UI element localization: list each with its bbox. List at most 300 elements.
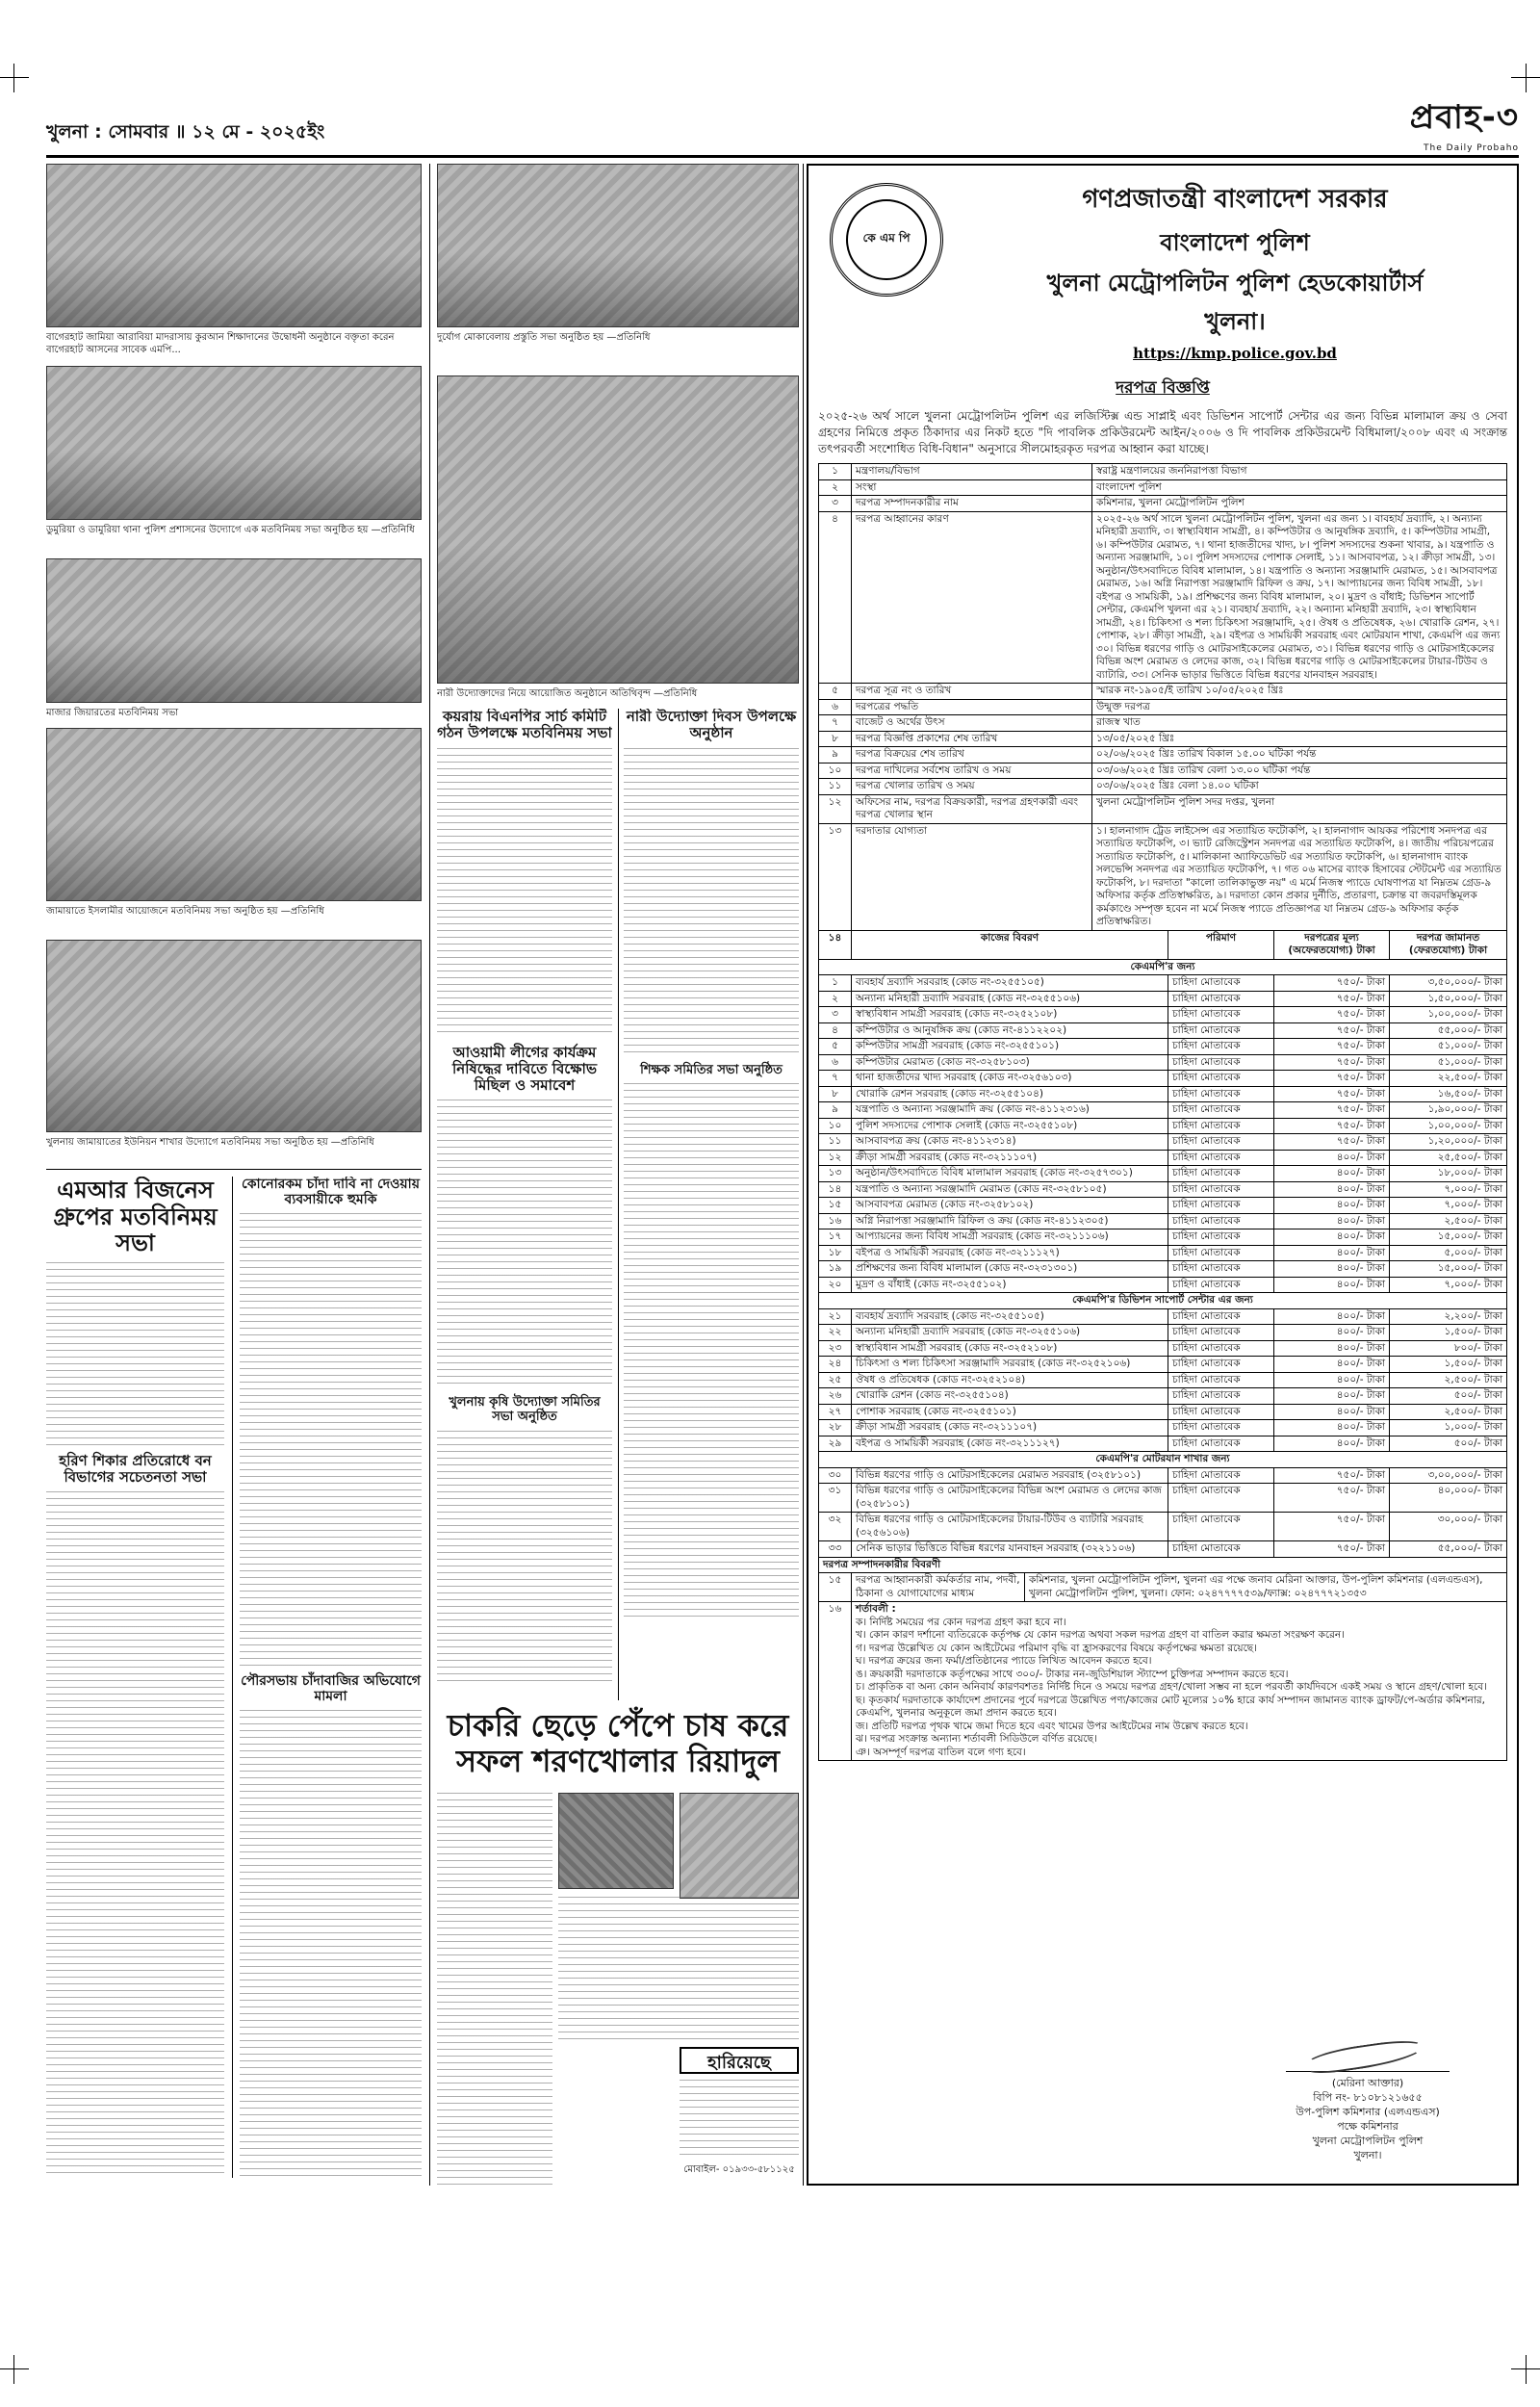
headline: শিক্ষক সমিতির সভা অনুষ্ঠিত <box>640 1062 783 1077</box>
item-row <box>819 1436 1507 1452</box>
item-price: ৭৫০/- টাকা <box>1274 975 1390 992</box>
item-description: বইপত্র ও সাময়িকী সরবরাহ (কোড নং-৩২১১১২৭) <box>852 1245 1168 1261</box>
photo-caption: ডুমুরিয়া ও ডামুরিয়া থানা পুলিশ প্রশাসনের উদ্যোগে এক মতবিনিময় সভা অনুষ্ঠিত হয় —প্রতিনিধি <box>46 525 415 535</box>
item-number: ৩৩ <box>819 1541 852 1558</box>
item-description: আপ্যায়নের জন্য বিবিধ সামগ্রী সরবরাহ (কোড নং-৩২১১১০৬) <box>852 1229 1168 1246</box>
item-row <box>819 1388 1507 1405</box>
news-photo <box>46 366 422 520</box>
item-number: ১১ <box>819 1134 852 1151</box>
item-description: অন্যান্য মনিহারী দ্রব্যাদি সরবরাহ (কোড নং-৩২৫৫১০৬) <box>852 991 1168 1007</box>
item-price: ৪০০/- টাকা <box>1274 1357 1390 1373</box>
notice-intro: ২০২৫-২৬ অর্থ সালে খুলনা মেট্রোপলিটন পুলিশ এর লজিস্টিক্স এন্ড সাপ্লাই এবং ডিভিশন সাপোর্ট সেন্টার এর জন্য বিভিন্ন মালামাল ক্রয় ও সেবা গ্রহণের নিমিত্তে প্রকৃত ঠিকাদার এর নিকট হতে "দি পাবলিক প্রকিউরমেন্ট আইন/২০০৬ ও দি পাবলিক প্রকিউরমেন্ট বিধিমালা/২০০৮ এবং এ সংক্রান্ত তৎপরবর্তী সংশোধিত বিধি-বিধান" অনুসারে সীলমোহরকৃত দরপত্র আহ্বান করা যাচ্ছে। <box>818 409 1507 455</box>
item-number: ২৪ <box>819 1357 852 1373</box>
item-description: কম্পিউটার সামগ্রী সরবরাহ (কোড নং-৩২৫৫১০১) <box>852 1039 1168 1055</box>
article-text <box>437 1431 612 1681</box>
info-label: সংস্থা <box>852 479 1092 496</box>
article-text <box>680 2080 799 2157</box>
info-number: ৬ <box>819 699 852 715</box>
article-text <box>240 1213 422 1666</box>
term-item: ছ। কৃতকার্য দরদাতাকে কার্যাদেশ প্রদানের পূর্বে দরপত্রে উল্লেখিত পণ্য/কাজের মোট মূল্যের ১০% হারে কার্য সম্পাদন জামানত ব্যাংক ড্রাফট/পে-অর্ডার কমিশনার, কেএমপি, খুলনার অনুকূলে জমা প্রদান করতে হবে। <box>856 1694 1485 1719</box>
info-label: মন্ত্রণালয়/বিভাগ <box>852 464 1092 480</box>
news-column <box>437 1793 552 2186</box>
item-quantity: চাহিদা মোতাবেক <box>1168 1513 1274 1541</box>
item-price: ৭৫০/- টাকা <box>1274 1118 1390 1134</box>
info-row <box>819 731 1507 747</box>
headline: কোনোরকম চাঁদা দাবি না দেওয়ায় ব্যবসায়ীকে হুমকি <box>242 1177 420 1208</box>
item-row <box>819 1007 1507 1023</box>
item-number: ২২ <box>819 1325 852 1341</box>
item-number: ৩১ <box>819 1484 852 1513</box>
papaya-photo <box>558 1793 674 1889</box>
item-security: ১,০০,০০০/- টাকা <box>1390 1007 1507 1023</box>
item-quantity: চাহিদা মোতাবেক <box>1168 1007 1274 1023</box>
official-value: কমিশনার, খুলনা মেট্রোপলিটন পুলিশ, খুলনা এর পক্ষে জনাব মেরিনা আক্তার, উপ-পুলিশ কমিশনার (এলএন্ডএস), খুলনা মেট্রোপলিটন পুলিশ, খুলনা। ফোন: ০২৪৭৭৭৭৫৩৯/ফ্যাক্স: ০২৪৭৭৭২১৩৫৩ <box>1025 1573 1507 1602</box>
section-row <box>819 1557 1507 1573</box>
notice-titles <box>962 173 1507 362</box>
notice-title: দরপত্র বিজ্ঞপ্তি <box>1116 378 1210 398</box>
item-description: বিভিন্ন ধরণের গাড়ি ও মোটরসাইকেলের মেরামত সরবরাহ (৩২৫৮১০১) <box>852 1467 1168 1484</box>
item-number: ৫ <box>819 1039 852 1055</box>
item-security: ৩,৫০,০০০/- টাকা <box>1390 975 1507 992</box>
item-description: স্বাস্থ্যবিধান সামগ্রী সরবরাহ (কোড নং-৩২৫২১০৮) <box>852 1340 1168 1357</box>
info-number: ৯ <box>819 747 852 764</box>
item-row <box>819 1118 1507 1134</box>
page-header <box>46 98 1519 158</box>
item-number: ১৪ <box>819 1181 852 1198</box>
item-description: প্রশিক্ষণের জন্য বিবিধ মালামাল (কোড নং-৩২৩১৩০১) <box>852 1261 1168 1278</box>
photo-caption: নারী উদ্যোক্তাদের নিয়ে আয়োজিত অনুষ্ঠানে অতিথিবৃন্দ —প্রতিনিধি <box>437 688 698 699</box>
item-quantity: চাহিদা মোতাবেক <box>1168 1325 1274 1341</box>
lost-notice-body <box>680 2080 799 2157</box>
info-row <box>819 715 1507 732</box>
item-description: যন্ত্রপাতি ও অন্যান্য সরঞ্জামাদি ক্রয় (কোড নং-৪১১২৩১৬) <box>852 1102 1168 1119</box>
item-quantity: চাহিদা মোতাবেক <box>1168 1277 1274 1293</box>
item-description: যন্ত্রপাতি ও অন্যান্য সরঞ্জামাদি মেরামত (কোড নং-৩২৫৮১০৫) <box>852 1181 1168 1198</box>
column-rule <box>429 164 430 2186</box>
item-description: ব্যবহার্য দ্রব্যাদি সরবরাহ (কোড নং-৩২৫৫১০৫) <box>852 1308 1168 1325</box>
item-number: ২৯ <box>819 1436 852 1452</box>
photo-caption: বাগেরহাট জামিয়া আরাবিয়া মাদরাসায় কুরআন শিক্ষাদানের উদ্বোধনী অনুষ্ঠানে বক্তৃতা করেন বাগেরহাট আসনের সাবেক এমপি... <box>46 332 395 355</box>
info-number: ৫ <box>819 684 852 700</box>
info-row <box>819 699 1507 715</box>
item-price: ৪০০/- টাকা <box>1274 1325 1390 1341</box>
newspaper-logo <box>1410 92 1519 153</box>
lost-notice-phone: মোবাইল- ০১৯৩৩-৫৮১১২৫ <box>683 2164 795 2175</box>
signer-for: পক্ষে কমিশনার <box>1337 2120 1399 2133</box>
info-value: খুলনা মেট্রোপলিটন পুলিশ সদর দপ্তর, খুলনা <box>1092 794 1507 823</box>
item-row <box>819 1357 1507 1373</box>
info-value: কমিশনার, খুলনা মেট্রোপলিটন পুলিশ <box>1092 496 1507 512</box>
item-description: বইপত্র ও সাময়িকী সরবরাহ (কোড নং-৩২১১১২৭) <box>852 1436 1168 1452</box>
item-number: ২১ <box>819 1308 852 1325</box>
divider <box>46 1169 422 1170</box>
item-row <box>819 1166 1507 1182</box>
unit-title: খুলনা মেট্রোপলিটন পুলিশ হেডকোয়ার্টার্স <box>1046 269 1424 297</box>
signature-scribble <box>1286 2039 1450 2072</box>
item-row <box>819 1261 1507 1278</box>
headline: হরিণ শিকার প্রতিরোধে বন বিভাগের সচেতনতা সভা <box>59 1451 212 1487</box>
item-security: ৩,০০,০০০/- টাকা <box>1390 1467 1507 1484</box>
item-description: খোরাকি রেশন সরবরাহ (কোড নং-৩২৫৫১০৪) <box>852 1086 1168 1102</box>
item-price: ৭৫০/- টাকা <box>1274 1022 1390 1039</box>
kmp-emblem-icon <box>830 183 943 297</box>
item-price: ৭৫০/- টাকা <box>1274 1102 1390 1119</box>
item-security: ২,৫০০/- টাকা <box>1390 1213 1507 1229</box>
terms-list <box>856 1617 1502 1760</box>
item-security: ২,২০০/- টাকা <box>1390 1308 1507 1325</box>
section-label: কেএমপি'র জন্য <box>819 959 1507 975</box>
official-table <box>818 1557 1507 1762</box>
crop-mark <box>0 77 29 78</box>
item-row <box>819 1039 1507 1055</box>
section-row <box>819 959 1507 975</box>
item-number: ২৬ <box>819 1388 852 1405</box>
items-header-number: ১৪ <box>819 930 852 959</box>
article-text <box>437 748 612 1037</box>
item-security: ৫৫,০০০/- টাকা <box>1390 1022 1507 1039</box>
item-row <box>819 1372 1507 1388</box>
item-row <box>819 1198 1507 1214</box>
item-row <box>819 1181 1507 1198</box>
item-number: ৩ <box>819 1007 852 1023</box>
feature-headline: চাকরি ছেড়ে পেঁপে চাষ করে সফল শরণখোলার রিয়াদুল <box>447 1707 789 1779</box>
signer-bp: বিপি নং- ৮১০৮১২১৬৫৫ <box>1313 2091 1423 2104</box>
item-price: ৪০০/- টাকা <box>1274 1213 1390 1229</box>
item-security: ১,৯০,০০০/- টাকা <box>1390 1102 1507 1119</box>
info-table <box>818 463 1507 931</box>
info-value: রাজস্ব খাত <box>1092 715 1507 732</box>
item-price: ৪০০/- টাকা <box>1274 1436 1390 1452</box>
item-security: ৫০০/- টাকা <box>1390 1436 1507 1452</box>
item-row <box>819 1150 1507 1166</box>
items-header-security: দরপত্র জামানত (ফেরতযোগ্য) টাকা <box>1390 930 1507 959</box>
item-quantity: চাহিদা মোতাবেক <box>1168 1436 1274 1452</box>
item-quantity: চাহিদা মোতাবেক <box>1168 1484 1274 1513</box>
item-number: ১ <box>819 975 852 992</box>
item-price: ৪০০/- টাকা <box>1274 1198 1390 1214</box>
item-price: ৭৫০/- টাকা <box>1274 1039 1390 1055</box>
item-row <box>819 1277 1507 1293</box>
emblem-text: কে এম পি <box>846 199 927 280</box>
item-price: ৭৫০/- টাকা <box>1274 1071 1390 1087</box>
item-row <box>819 1340 1507 1357</box>
news-column <box>46 1177 224 2178</box>
info-label: বাজেট ও অর্থের উৎস <box>852 715 1092 732</box>
article-text <box>624 748 799 1056</box>
info-row <box>819 684 1507 700</box>
item-number: ১২ <box>819 1150 852 1166</box>
item-number: ১৬ <box>819 1213 852 1229</box>
section-label: কেএমপি'র ডিভিশন সাপোর্ট সেন্টার এর জন্য <box>819 1293 1507 1309</box>
item-quantity: চাহিদা মোতাবেক <box>1168 1467 1274 1484</box>
item-price: ৭৫০/- টাকা <box>1274 991 1390 1007</box>
item-number: ১৭ <box>819 1229 852 1246</box>
item-price: ৪০০/- টাকা <box>1274 1277 1390 1293</box>
term-item: ঘ। দরপত্র ক্রয়ের জন্য ফর্মা/প্রতিষ্ঠানের প্যাডে লিখিত আবেদন করতে হবে। <box>856 1655 1152 1667</box>
item-number: ২৮ <box>819 1420 852 1436</box>
crop-mark <box>13 2355 14 2384</box>
item-description: অগ্নি নিরাপত্তা সরঞ্জামাদি রিফিল ও ক্রয় (কোড নং-৪১১২৩০৫) <box>852 1213 1168 1229</box>
term-item: গ। দরপত্র উল্লেখিত যে কোন আইটেমের পরিমাণ বৃদ্ধি বা হ্রাসকরণের বিষয়ে কর্তৃপক্ষের ক্ষমতা রয়েছে। <box>856 1642 1257 1654</box>
item-security: ১৫,০০০/- টাকা <box>1390 1229 1507 1246</box>
item-description: পোশাক সরবরাহ (কোড নং-৩২৫৫১০১) <box>852 1404 1168 1420</box>
info-label: দরপত্র খোলার তারিখ ও সময় <box>852 779 1092 795</box>
items-table <box>818 930 1507 1558</box>
item-row <box>819 1513 1507 1541</box>
item-quantity: চাহিদা মোতাবেক <box>1168 1166 1274 1182</box>
item-security: ২২,৫০০/- টাকা <box>1390 1071 1507 1087</box>
terms-row <box>819 1602 1507 1761</box>
item-quantity: চাহিদা মোতাবেক <box>1168 1213 1274 1229</box>
item-price: ৭৫০/- টাকা <box>1274 1134 1390 1151</box>
item-quantity: চাহিদা মোতাবেক <box>1168 1118 1274 1134</box>
article-text <box>46 1491 224 2178</box>
item-quantity: চাহিদা মোতাবেক <box>1168 1134 1274 1151</box>
info-row <box>819 464 1507 480</box>
article-text <box>437 1793 552 2186</box>
column-rule <box>618 709 619 1700</box>
news-column <box>558 1897 799 2041</box>
item-description: বিভিন্ন ধরণের গাড়ি ও মোটরসাইকেলের টায়ার-টিউব ও ব্যাটারি সরবরাহ (৩২৫৬১০৬) <box>852 1513 1168 1541</box>
section-label: কেএমপি'র মোটরযান শাখার জন্য <box>819 1452 1507 1468</box>
info-number: ১১ <box>819 779 852 795</box>
terms-number: ১৬ <box>819 1602 852 1761</box>
terms-label: শর্তাবলী : <box>856 1603 896 1615</box>
item-quantity: চাহিদা মোতাবেক <box>1168 1245 1274 1261</box>
info-value: ০২/০৬/২০২৫ খ্রিঃ তারিখ বিকাল ১৫.০০ ঘটিকা পর্যন্ত <box>1092 747 1507 764</box>
item-quantity: চাহিদা মোতাবেক <box>1168 1388 1274 1405</box>
item-description: ব্যবহার্য দ্রব্যাদি সরবরাহ (কোড নং-৩২৫৫১০৫) <box>852 975 1168 992</box>
item-security: ১৫,০০০/- টাকা <box>1390 1261 1507 1278</box>
headline: খুলনায় কৃষি উদ্যোক্তা সমিতির সভা অনুষ্ঠিত <box>449 1395 601 1425</box>
crop-mark <box>1526 2355 1527 2384</box>
item-security: ১,২০,০০০/- টাকা <box>1390 1134 1507 1151</box>
lost-notice-title: হারিয়েছে <box>680 2047 799 2074</box>
item-number: ৮ <box>819 1086 852 1102</box>
info-number: ২ <box>819 479 852 496</box>
info-row <box>819 794 1507 823</box>
item-price: ৭৫০/- টাকা <box>1274 1007 1390 1023</box>
headline: কয়রায় বিএনপির সার্চ কমিটি গঠন উপলক্ষে মতবিনিময় সভা <box>437 709 612 742</box>
item-quantity: চাহিদা মোতাবেক <box>1168 1150 1274 1166</box>
item-row <box>819 1134 1507 1151</box>
official-section-label: দরপত্র সম্পাদনকারীর বিবরণী <box>819 1557 1507 1573</box>
photo-caption: খুলনায় জামায়াতের ইউনিয়ন শাখার উদ্যোগে মতবিনিময় সভা অনুষ্ঠিত হয় —প্রতিনিধি <box>46 1137 374 1148</box>
item-security: ৮০০/- টাকা <box>1390 1340 1507 1357</box>
dateline: খুলনা : সোমবার ॥ ১২ মে - ২০২৫ইং <box>46 121 325 142</box>
info-label: দরপত্রের পদ্ধতি <box>852 699 1092 715</box>
item-security: ১,০০,০০০/- টাকা <box>1390 1118 1507 1134</box>
info-number: ৮ <box>819 731 852 747</box>
item-description: সেনিক ভাড়ার ভিত্তিতে বিভিন্ন ধরণের যানবাহন সরবরাহ (৩২২১১০৬) <box>852 1541 1168 1558</box>
info-number: ১৩ <box>819 823 852 930</box>
news-column <box>624 709 799 1700</box>
article-text <box>46 1262 224 1445</box>
article-text <box>437 1100 612 1388</box>
item-number: ১৮ <box>819 1245 852 1261</box>
item-row <box>819 1022 1507 1039</box>
article-text <box>558 1897 799 2041</box>
info-row <box>819 479 1507 496</box>
info-number: ১০ <box>819 763 852 779</box>
item-number: ৩২ <box>819 1513 852 1541</box>
item-row <box>819 1086 1507 1102</box>
info-value: উন্মুক্ত দরপত্র <box>1092 699 1507 715</box>
term-item: ঝ। দরপত্র সংক্রান্ত অন্যান্য শর্তাবলী সিডিউলে বর্ণিত রয়েছে। <box>856 1733 1097 1745</box>
signer-title: উপ-পুলিশ কমিশনার (এলএন্ডএস) <box>1296 2106 1440 2118</box>
term-item: ঙ। ক্রয়কারী দরদাতাকে কর্তৃপক্ষের সাথে ৩০০/- টাকার নন-জুডিশিয়াল স্ট্যাম্পে চুক্তিপত্র সম্পাদন করতে হবে। <box>856 1668 1289 1680</box>
item-quantity: চাহিদা মোতাবেক <box>1168 1039 1274 1055</box>
item-quantity: চাহিদা মোতাবেক <box>1168 1071 1274 1087</box>
item-price: ৭৫০/- টাকা <box>1274 1086 1390 1102</box>
portrait-photo <box>680 1793 799 1899</box>
website-link[interactable]: https://kmp.police.gov.bd <box>1133 345 1337 362</box>
info-label: দরপত্র আহ্বানের কারণ <box>852 511 1092 684</box>
info-number: ১ <box>819 464 852 480</box>
item-price: ৪০০/- টাকা <box>1274 1150 1390 1166</box>
item-row <box>819 1071 1507 1087</box>
info-row <box>819 511 1507 684</box>
page-content <box>46 164 1519 2378</box>
item-description: কম্পিউটার মেরামত (কোড নং-৩২৫৮১০৩) <box>852 1054 1168 1071</box>
item-description: কম্পিউটার ও আনুষঙ্গিক ক্রয় (কোড নং-৪১১২২০২) <box>852 1022 1168 1039</box>
info-label: দরপত্র দাখিলের সর্বশেষ তারিখ ও সময় <box>852 763 1092 779</box>
photo-caption: দুর্যোগ মোকাবেলায় প্রস্তুতি সভা অনুষ্ঠিত হয় —প্রতিনিধি <box>437 332 651 343</box>
info-number: ১২ <box>819 794 852 823</box>
item-security: ১,৫০০/- টাকা <box>1390 1357 1507 1373</box>
item-description: থানা হাজতীদের খাদ্য সরবরাহ (কোড নং-৩২৫৬১০৩) <box>852 1071 1168 1087</box>
headline: এমআর বিজনেস গ্রুপের মতবিনিময় সভা <box>53 1177 218 1257</box>
items-header-description: কাজের বিবরণ <box>852 930 1168 959</box>
item-number: ৭ <box>819 1071 852 1087</box>
photo-caption: মাজার জিয়ারতের মতবিনিময় সভা <box>46 708 179 718</box>
info-value: স্মারক নং-১৯০৫/ই তারিখ ১০/০৫/২০২৫ খ্রিঃ <box>1092 684 1507 700</box>
item-description: অনুষ্ঠান/উৎসবাদিতে বিবিধ মালামাল সরবরাহ (কোড নং-৩২৫৭৩০১) <box>852 1166 1168 1182</box>
item-description: অন্যান্য মনিহারী দ্রব্যাদি সরবরাহ (কোড নং-৩২৫৫১০৬) <box>852 1325 1168 1341</box>
signer-name: (মেরিনা আক্তার) <box>1331 2077 1404 2089</box>
item-price: ৭৫০/- টাকা <box>1274 1484 1390 1513</box>
logo-subtitle: The Daily Probaho <box>1424 143 1519 153</box>
item-security: ৫১,০০০/- টাকা <box>1390 1054 1507 1071</box>
item-quantity: চাহিদা মোতাবেক <box>1168 1086 1274 1102</box>
info-value: ০৩/০৬/২০২৫ খ্রিঃ বেলা ১৪.০০ ঘটিকা <box>1092 779 1507 795</box>
item-price: ৪০০/- টাকা <box>1274 1308 1390 1325</box>
item-price: ৪০০/- টাকা <box>1274 1261 1390 1278</box>
info-value: বাংলাদেশ পুলিশ <box>1092 479 1507 496</box>
item-row <box>819 1404 1507 1420</box>
item-description: আসবাবপত্র ক্রয় (কোড নং-৪১১২৩১৪) <box>852 1134 1168 1151</box>
item-number: ৪ <box>819 1022 852 1039</box>
item-price: ৭৫০/- টাকা <box>1274 1541 1390 1558</box>
item-row <box>819 1213 1507 1229</box>
headline: পৌরসভায় চাঁদাবাজির অভিযোগে মামলা <box>241 1673 421 1705</box>
info-value: ০৩/০৬/২০২৫ খ্রিঃ তারিখ বেলা ১৩.০০ ঘটিকা পর্যন্ত <box>1092 763 1507 779</box>
info-row <box>819 763 1507 779</box>
item-quantity: চাহিদা মোতাবেক <box>1168 975 1274 992</box>
item-quantity: চাহিদা মোতাবেক <box>1168 1420 1274 1436</box>
item-row <box>819 991 1507 1007</box>
item-number: ২০ <box>819 1277 852 1293</box>
news-photo <box>46 728 422 901</box>
item-quantity: চাহিদা মোতাবেক <box>1168 1357 1274 1373</box>
item-row <box>819 1467 1507 1484</box>
item-number: ২৩ <box>819 1340 852 1357</box>
item-number: ১৩ <box>819 1166 852 1182</box>
item-security: ৩০,০০০/- টাকা <box>1390 1513 1507 1541</box>
info-row <box>819 496 1507 512</box>
crop-mark <box>13 64 14 92</box>
news-photo <box>437 375 799 684</box>
info-label: দরদাতার যোগ্যতা <box>852 823 1092 930</box>
item-price: ৪০০/- টাকা <box>1274 1181 1390 1198</box>
city-title: খুলনা। <box>1204 307 1266 335</box>
item-row <box>819 1229 1507 1246</box>
tender-notice <box>807 164 1519 2186</box>
item-price: ৪০০/- টাকা <box>1274 1229 1390 1246</box>
item-number: ৬ <box>819 1054 852 1071</box>
news-photo <box>437 164 799 327</box>
info-label: দরপত্র সম্পাদনকারীর নাম <box>852 496 1092 512</box>
item-number: ২ <box>819 991 852 1007</box>
info-label: দরপত্র সূত্র নং ও তারিখ <box>852 684 1092 700</box>
item-row <box>819 1541 1507 1558</box>
item-row <box>819 1420 1507 1436</box>
item-number: ২৭ <box>819 1404 852 1420</box>
item-quantity: চাহিদা মোতাবেক <box>1168 1541 1274 1558</box>
info-row <box>819 823 1507 930</box>
info-row <box>819 779 1507 795</box>
official-label: দরপত্র আহ্বানকারী কর্মকর্তার নাম, পদবী, ঠিকানা ও যোগাযোগের মাধ্যম <box>852 1573 1025 1602</box>
item-price: ৪০০/- টাকা <box>1274 1404 1390 1420</box>
item-row <box>819 1484 1507 1513</box>
item-quantity: চাহিদা মোতাবেক <box>1168 1102 1274 1119</box>
section-row <box>819 1452 1507 1468</box>
info-label: দরপত্র বিক্রয়ের শেষ তারিখ <box>852 747 1092 764</box>
item-security: ১৮,০০০/- টাকা <box>1390 1166 1507 1182</box>
column-rule <box>803 164 804 2186</box>
item-number: ১৯ <box>819 1261 852 1278</box>
item-price: ৪০০/- টাকা <box>1274 1245 1390 1261</box>
item-number: ৩০ <box>819 1467 852 1484</box>
item-description: ক্রীড়া সামগ্রী সরবরাহ (কোড নং-৩২১১১০৭) <box>852 1150 1168 1166</box>
item-quantity: চাহিদা মোতাবেক <box>1168 1054 1274 1071</box>
item-row <box>819 1054 1507 1071</box>
headline: নারী উদ্যোক্তা দিবস উপলক্ষে অনুষ্ঠান <box>626 709 797 742</box>
term-item: চ। প্রাকৃতিক বা অন্য কোন অনিবার্য কারণবশতঃ নির্দিষ্ট দিনে ও সময়ে দরপত্র গ্রহণ/খোলা সম্ভব না হলে পরবর্তী কার্যদিবসে একই সময় ও স্থানে গ্রহণ/খোলা হবে। <box>856 1681 1487 1693</box>
item-price: ৪০০/- টাকা <box>1274 1388 1390 1405</box>
item-quantity: চাহিদা মোতাবেক <box>1168 1181 1274 1198</box>
item-price: ৭৫০/- টাকা <box>1274 1467 1390 1484</box>
item-description: খোরাকি রেশন (কোড নং-৩২৫৫১০৪) <box>852 1388 1168 1405</box>
gov-title: গণপ্রজাতন্ত্রী বাংলাদেশ সরকার <box>1082 185 1388 214</box>
item-description: আসবাবপত্র মেরামত (কোড নং-৩২৫৮১০২) <box>852 1198 1168 1214</box>
crop-mark <box>1526 64 1527 92</box>
item-security: ৭,০০০/- টাকা <box>1390 1277 1507 1293</box>
item-row <box>819 1102 1507 1119</box>
section-row <box>819 1293 1507 1309</box>
item-security: ২৫,৫০০/- টাকা <box>1390 1150 1507 1166</box>
item-price: ৪০০/- টাকা <box>1274 1420 1390 1436</box>
info-number: ৪ <box>819 511 852 684</box>
item-description: বিভিন্ন ধরণের গাড়ি ও মোটরসাইকেলের বিভিন্ন অংশ মেরামত ও লেদের কাজ (৩২৫৮১০১) <box>852 1484 1168 1513</box>
item-quantity: চাহিদা মোতাবেক <box>1168 1372 1274 1388</box>
item-security: ৪০,০০০/- টাকা <box>1390 1484 1507 1513</box>
article-text <box>624 1083 799 1622</box>
official-row <box>819 1573 1507 1602</box>
logo-text: প্রবাহ-৩ <box>1409 98 1519 137</box>
item-number: ২৫ <box>819 1372 852 1388</box>
item-quantity: চাহিদা মোতাবেক <box>1168 1340 1274 1357</box>
